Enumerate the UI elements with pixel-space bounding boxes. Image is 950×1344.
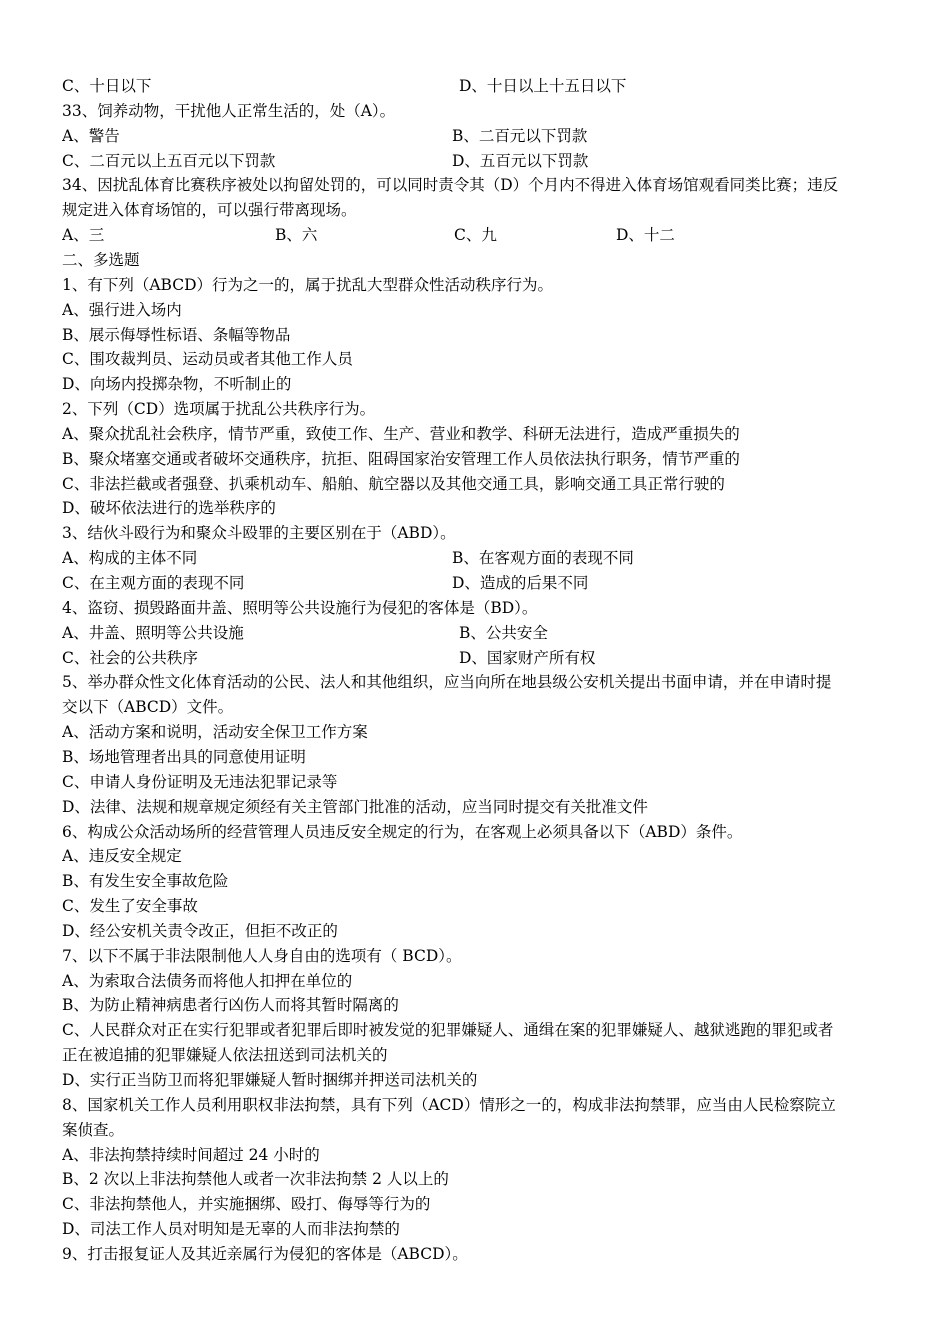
text-line: 3、结伙斗殴行为和聚众斗殴罪的主要区别在于（ABD）。 (62, 524, 456, 543)
text-line: B、2 次以上非法拘禁他人或者一次非法拘禁 2 人以上的 (62, 1170, 449, 1189)
option-item: D、五百元以下罚款 (452, 151, 589, 170)
option-item: B、二百元以下罚款 (452, 126, 588, 145)
text-line: 1、有下列（ABCD）行为之一的，属于扰乱大型群众性活动秩序行为。 (62, 275, 554, 294)
text-line: B、有发生安全事故危险 (62, 872, 229, 891)
text-line: 8、国家机关工作人员利用职权非法拘禁，具有下列（ACD）情形之一的，构成非法拘禁罪，应当由人民检察院立 (62, 1095, 836, 1114)
text-line: B、场地管理者出具的同意使用证明 (62, 747, 306, 766)
text-line: 正在被追捕的犯罪嫌疑人依法扭送到司法机关的 (62, 1046, 388, 1065)
option-item: A、井盖、照明等公共设施 (62, 623, 244, 642)
text-line: 规定进入体育场馆的，可以强行带离现场。 (62, 201, 357, 220)
text-line: 交以下（ABCD）文件。 (62, 698, 234, 717)
text-line: 二、多选题 (62, 250, 140, 269)
text-line: D、向场内投掷杂物，不听制止的 (62, 375, 292, 394)
text-line: C、围攻裁判员、运动员或者其他工作人员 (62, 350, 353, 369)
text-line: A、违反安全规定 (62, 847, 182, 866)
options-row (62, 124, 902, 149)
text-line: 2、下列（CD）选项属于扰乱公共秩序行为。 (62, 400, 376, 419)
option-item: C、在主观方面的表现不同 (62, 574, 245, 592)
text-line: 34、因扰乱体育比赛秩序被处以拘留处罚的，可以同时责令其（D）个月内不得进入体育场馆观看同类比赛；违反 (62, 176, 839, 195)
option-item: A、构成的主体不同 (62, 549, 198, 568)
text-line: C、发生了安全事故 (62, 897, 198, 916)
option-item: C、社会的公共秩序 (62, 648, 198, 667)
options-row (62, 646, 902, 671)
option-item: C、九 (454, 226, 497, 245)
text-line: 9、打击报复证人及其近亲属行为侵犯的客体是（ABCD）。 (62, 1244, 468, 1263)
text-line: A、聚众扰乱社会秩序，情节严重，致使工作、生产、营业和教学、科研无法进行，造成严重损失的 (62, 424, 740, 443)
options-row (62, 74, 902, 99)
text-line: A、强行进入场内 (62, 300, 182, 319)
option-item: C、二百元以上五百元以下罚款 (62, 151, 276, 170)
text-line: D、实行正当防卫而将犯罪嫌疑人暂时捆绑并押送司法机关的 (62, 1071, 478, 1089)
text-line: A、非法拘禁持续时间超过 24 小时的 (62, 1145, 320, 1164)
text-line: B、聚众堵塞交通或者破坏交通秩序，抗拒、阻碍国家治安管理工作人员依法执行职务，情节严重的 (62, 449, 740, 468)
text-line: D、经公安机关责令改正，但拒不改正的 (62, 921, 338, 940)
text-line: C、申请人身份证明及无违法犯罪记录等 (62, 772, 338, 791)
text-line: 5、举办群众性文化体育活动的公民、法人和其他组织，应当向所在地县级公安机关提出书面申请，并在申请时提 (62, 673, 832, 692)
option-item: B、六 (275, 226, 318, 245)
text-line: B、展示侮辱性标语、条幅等物品 (62, 325, 291, 344)
text-line: D、破坏依法进行的选举秩序的 (62, 499, 276, 518)
text-line: 7、以下不属于非法限制他人人身自由的选项有（ BCD）。 (62, 946, 462, 965)
text-line: D、司法工作人员对明知是无辜的人而非法拘禁的 (62, 1220, 400, 1239)
option-item: A、警告 (62, 126, 120, 145)
text-line: B、为防止精神病患者行凶伤人而将其暂时隔离的 (62, 996, 399, 1015)
text-line: 4、盗窃、损毁路面井盖、照明等公共设施行为侵犯的客体是（BD）。 (62, 598, 538, 617)
options-row (62, 149, 902, 174)
options-row (62, 571, 902, 596)
options-row (62, 546, 902, 571)
text-line: C、非法拘禁他人，并实施捆绑、殴打、侮辱等行为的 (62, 1195, 431, 1214)
text-line: C、非法拦截或者强登、扒乘机动车、船舶、航空器以及其他交通工具，影响交通工具正常行驶的 (62, 474, 725, 493)
option-item: B、在客观方面的表现不同 (452, 549, 634, 568)
option-item: D、国家财产所有权 (459, 648, 596, 667)
option-item: D、十日以上十五日以下 (459, 77, 627, 95)
option-item: D、十二 (616, 226, 675, 245)
text-line: 33、饲养动物，干扰他人正常生活的，处（A）。 (62, 101, 396, 120)
text-line: D、法律、法规和规章规定须经有关主管部门批准的活动，应当同时提交有关批准文件 (62, 797, 648, 816)
option-item: C、十日以下 (62, 77, 152, 95)
text-line: C、人民群众对正在实行犯罪或者犯罪后即时被发觉的犯罪嫌疑人、通缉在案的犯罪嫌疑人、越狱逃跑的罪犯或者 (62, 1021, 834, 1040)
text-line: A、活动方案和说明，活动安全保卫工作方案 (62, 723, 368, 742)
options-row (62, 621, 902, 646)
option-item: B、公共安全 (459, 623, 548, 642)
text-line: A、为索取合法债务而将他人扣押在单位的 (62, 971, 353, 990)
option-item: D、造成的后果不同 (452, 574, 589, 592)
options-row (62, 223, 902, 248)
text-line: 案侦查。 (62, 1120, 125, 1139)
option-item: A、三 (62, 226, 105, 245)
text-line: 6、构成公众活动场所的经营管理人员违反安全规定的行为，在客观上必须具备以下（ABD）条件。 (62, 822, 743, 841)
